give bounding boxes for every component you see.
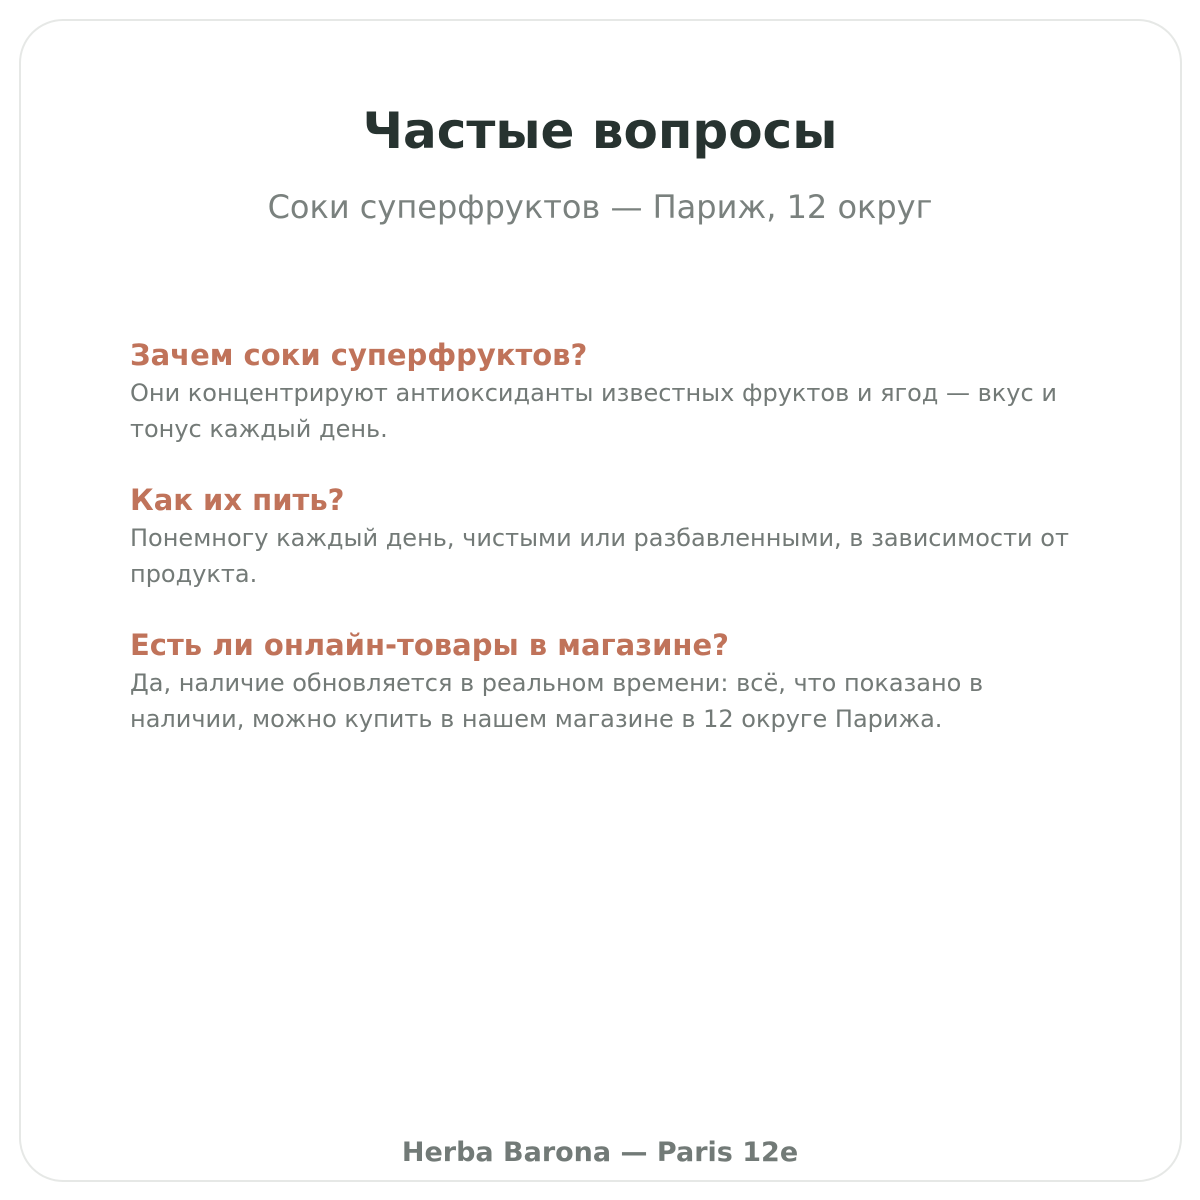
faq-item — [130, 336, 1090, 447]
faq-list — [130, 336, 1090, 771]
faq-question: Зачем соки суперфруктов? — [130, 338, 588, 372]
faq-answer: Понемногу каждый день, чистыми или разбавленными, в зависимости от продукта. — [130, 524, 1069, 588]
faq-question: Есть ли онлайн-товары в магазине? — [130, 628, 729, 662]
page-title: Частые вопросы — [362, 102, 838, 160]
page-subtitle: Соки суперфруктов — Париж, 12 округ — [267, 188, 933, 226]
faq-question: Как их пить? — [130, 483, 345, 517]
faq-answer: Они концентрируют антиоксиданты известных фруктов и ягод — вкус и тонус каждый день. — [130, 379, 1057, 443]
faq-item — [130, 481, 1090, 592]
faq-item — [130, 626, 1090, 737]
footer-brand: Herba Barona — Paris 12e — [401, 1137, 799, 1168]
faq-answer: Да, наличие обновляется в реальном времени: всё, что показано в наличии, можно купить в нашем магазине в 12 округе Парижа. — [130, 669, 984, 733]
